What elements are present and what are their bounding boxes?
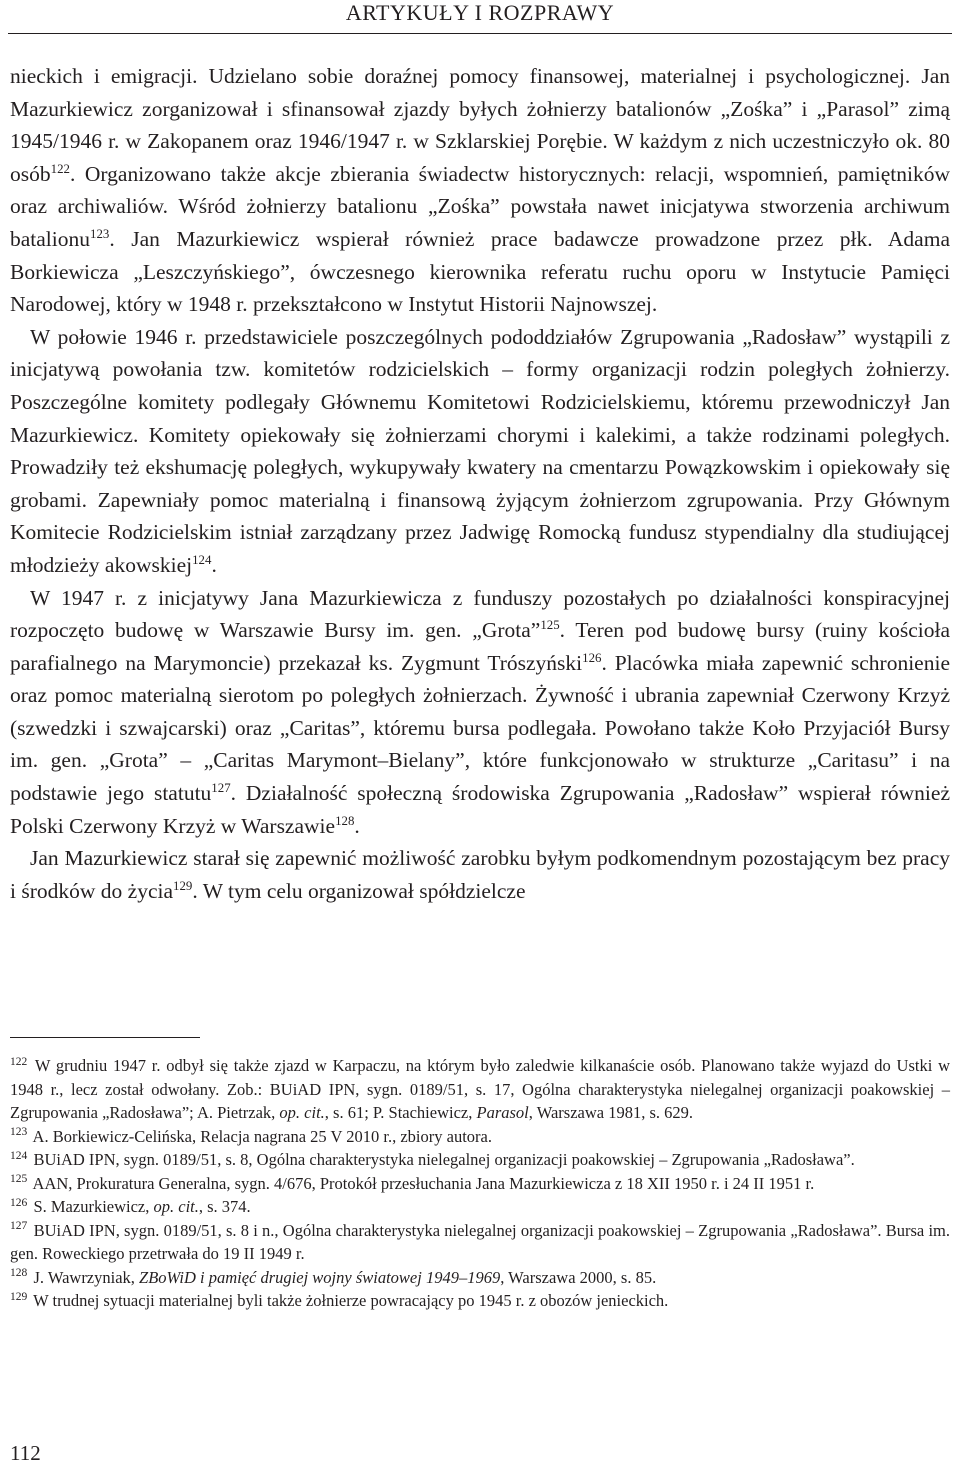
footnote-text: A. Borkiewicz-Celińska, Relacja nagrana 25 V 2010 r., zbiory autora.: [32, 1126, 492, 1146]
footnote-number: 124: [10, 1149, 28, 1162]
footnote-number: 126: [10, 1196, 28, 1209]
paragraph-3: [10, 582, 950, 843]
text-run: W 1947 r. z inicjatywy Jana Mazurkiewicza z funduszy pozostałych po działalności konspiracyjnej rozpoczęto budowę w Warszawie Bursy im. gen. „Grota”: [10, 585, 950, 643]
footnote-text: W grudniu 1947 r. odbył się także zjazd w Karpaczu, na którym było zaledwie kilkanaście osób. Planowano także wyjazd do Ustki w 1948 r., lecz został odwołany. Zob.: BUiAD IPN, sygn. 0189/51, s. 17, Ogólna charakterystyka nielegalnej organizacji poakowskiej – Zgrupowania „Radosława”; A. Pietrzak,: [10, 1056, 951, 1122]
footnote-ref-122[interactable]: 122: [50, 161, 70, 176]
text-run: . Jan Mazurkiewicz wspierał również prace badawcze prowadzone przez płk. Adama Borkiewicza „Leszczyńskiego”, ówczesnego kierownika referatu ruchu oporu w Instytucie Pamięci Narodowej, który w 1948 r. przekształcono w Instytut Historii Najnowszej.: [10, 226, 950, 317]
footnote-123: [10, 1125, 950, 1149]
article-body: [10, 60, 950, 907]
text-run: . Organizowano także akcje zbierania świadectw historycznych: relacji, wspomnień, pamiętników oraz archiwaliów. Wśród żołnierzy batalionu „Zośka” powstała nawet inicjatywa stworzenia archiwum batalionu: [10, 161, 950, 251]
footnote-text: , Warszawa 2000, s. 85.: [500, 1267, 657, 1287]
footnote-129: [10, 1289, 950, 1313]
footnote-ref-128[interactable]: 128: [335, 813, 355, 828]
paragraph-1: [10, 60, 950, 321]
footnote-number: 125: [10, 1173, 28, 1185]
footnote-122: [10, 1054, 950, 1125]
paragraph-2: [10, 321, 950, 582]
footnote-number: 123: [10, 1126, 28, 1138]
footnote-separator: [10, 1037, 200, 1038]
footnote-ref-127[interactable]: 127: [211, 780, 231, 795]
paragraph-4: [10, 842, 950, 907]
footnote-ref-124[interactable]: 124: [192, 552, 212, 567]
footnote-italic: op. cit.: [153, 1197, 199, 1216]
header-rule: [8, 33, 952, 34]
footnote-text: AAN, Prokuratura Generalna, sygn. 4/676, Protokół przesłuchania Jana Mazurkiewicza z 18 XII 1950 r. i 24 II 1951 r.: [32, 1173, 815, 1193]
footnote-127: [10, 1219, 950, 1266]
text-run: Jan Mazurkiewicz starał się zapewnić możliwość zarobku byłym podkomendnym pozostającym bez pracy i środków do życia: [10, 846, 950, 903]
footnote-text: BUiAD IPN, sygn. 0189/51, s. 8 i n., Ogólna charakterystyka nielegalnej organizacji poakowskiej – Zgrupowania „Radosława”. Bursa im. gen. Roweckiego przetrwała do 19 II 1949 r.: [10, 1220, 950, 1263]
footnote-number: 128: [10, 1267, 28, 1279]
footnote-ref-126[interactable]: 126: [582, 650, 602, 665]
footnotes: [10, 1054, 950, 1313]
footnote-text: W trudnej sytuacji materialnej byli także żołnierze powracający po 1945 r. z obozów jenieckich.: [33, 1291, 669, 1310]
footnote-124: [10, 1148, 950, 1172]
text-run: W połowie 1946 r. przedstawiciele poszczególnych pododdziałów Zgrupowania „Radosław” wystąpili z inicjatywą powołania tzw. komitetów rodzicielskich – formy organizacji rodzin poległych żołnierzy. Poszczególne komitety podlegały Głównemu Komitetowi Rodzicielskiemu, któremu przewodniczył Jan Mazurkiewicz. Komitety opiekowały się żołnierzami chorymi i kalekimi, a także rodzinami poległych. Prowadziły też ekshumację poległych, wykupywały kwatery na cmentarzu Powązkowskim i opiekowały się grobami. Zapewniały pomoc materialną i finansową żyjącym żołnierzom zgrupowania. Przy Głównym Komitecie Rodzicielskim istniał zarządzany przez Jadwigę Romocką fundusz stypendialny dla studiującej młodzieży akowskiej: [10, 324, 950, 577]
footnote-ref-129[interactable]: 129: [173, 878, 193, 893]
text-run: nieckich i emigracji. Udzielano sobie doraźnej pomocy finansowej, materialnej i psychologicznej. Jan Mazurkiewicz zorganizował i sfinansował zjazdy byłych żołnierzy batalionów „Zośka” i „Parasol” zimą 1945/1946 r. w Zakopanem oraz 1946/1947 r. w Szklarskiej Porębie. W każdym z nich uczestniczyło ok. 80 osób: [10, 64, 950, 186]
footnote-text: , s. 61; P. Stachiewicz,: [324, 1103, 477, 1122]
footnote-italic: Parasol: [476, 1103, 529, 1122]
text-run: . W tym celu organizował spółdzielcze: [192, 878, 526, 903]
footnote-text: J. Wawrzyniak,: [33, 1267, 140, 1287]
footnote-text: S. Mazurkiewicz,: [33, 1197, 154, 1216]
footnote-italic: ZBoWiD i pamięć drugiej wojny światowej 1949–1969: [139, 1267, 501, 1287]
text-run: .: [211, 552, 217, 577]
footnote-126: [10, 1195, 950, 1219]
text-run: . Placówka miała zapewnić schronienie oraz pomoc materialną sierotom po poległych żołnierzach. Żywność i ubrania zapewniał Czerwony Krzyż (szwedzki i szwajcarski) oraz „Caritas”, któremu bursa podlegała. Powołano także Koło Przyjaciół Bursy im. gen. „Grota” – „Caritas Marymont–Bielany”, które funkcjonowało w strukturze „Caritasu” i na podstawie jego statutu: [10, 650, 950, 806]
footnote-125: [10, 1172, 950, 1196]
text-run: .: [354, 813, 360, 838]
footnote-text: BUiAD IPN, sygn. 0189/51, s. 8, Ogólna charakterystyka nielegalnej organizacji poakowskiej – Zgrupowania „Radosława”.: [33, 1150, 855, 1169]
footnote-text: , s. 374.: [198, 1197, 251, 1216]
footnote-text: , Warszawa 1981, s. 629.: [528, 1103, 694, 1122]
footnote-ref-125[interactable]: 125: [540, 617, 560, 632]
page-number: 112: [10, 1441, 41, 1465]
text-run: . Teren pod budowę bursy (ruiny kościoła parafialnego na Marymoncie) przekazał ks. Zygmunt Trószyński: [10, 618, 950, 675]
footnote-128: [10, 1266, 950, 1290]
text-run: . Działalność społeczną środowiska Zgrupowania „Radosław” wspierał również Polski Czerwony Krzyż w Warszawie: [10, 781, 950, 838]
footnote-italic: op. cit.: [279, 1103, 325, 1122]
running-header: ARTYKUŁY I ROZPRAWY: [345, 0, 615, 25]
footnote-number: 127: [10, 1220, 28, 1232]
footnote-number: 129: [10, 1290, 28, 1303]
footnote-ref-123[interactable]: 123: [90, 226, 110, 241]
footnote-number: 122: [10, 1055, 28, 1068]
